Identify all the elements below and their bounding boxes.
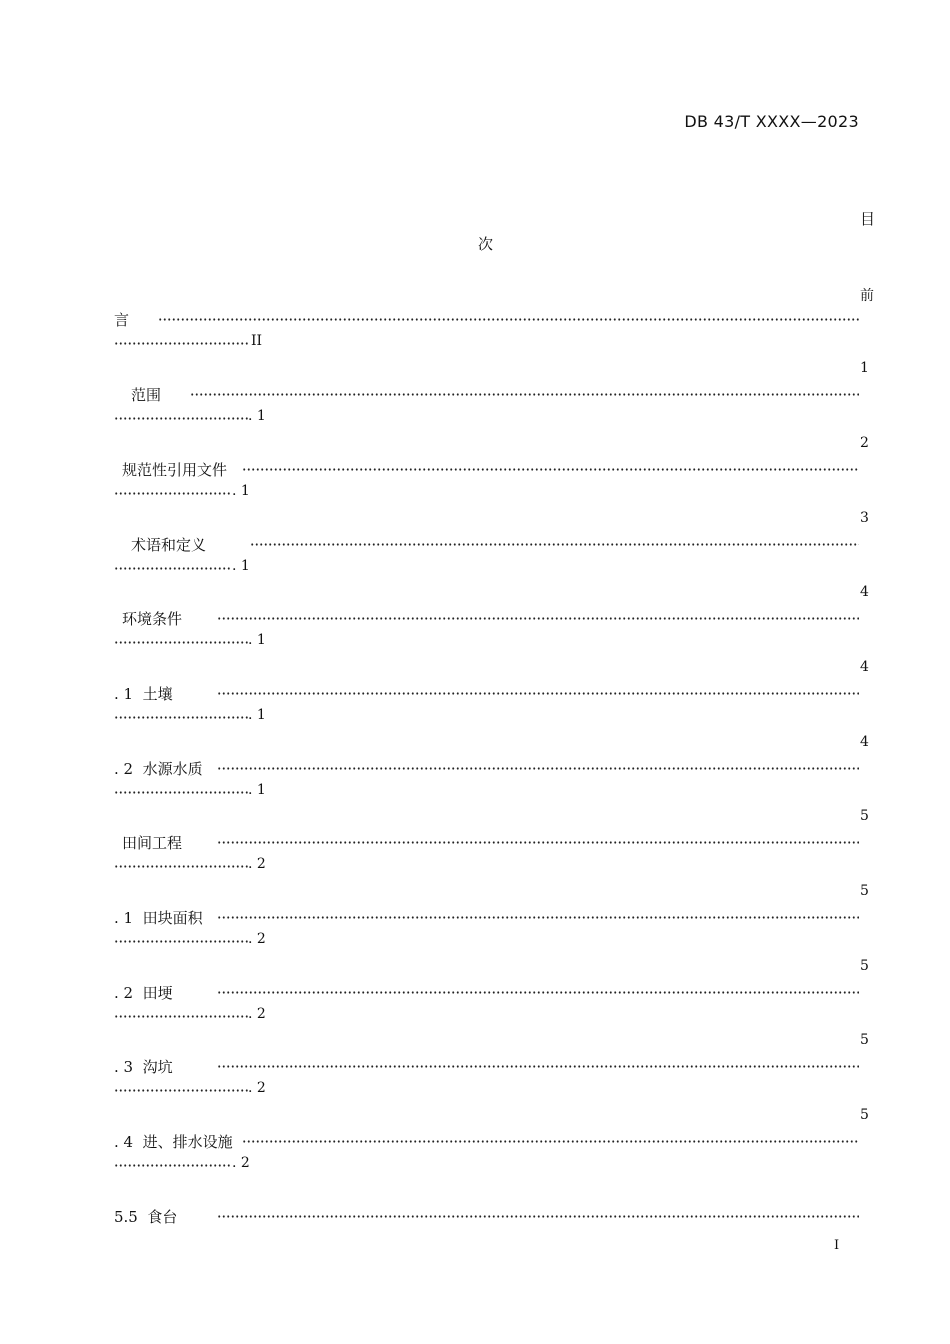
toc-entry-page: . 2: [248, 856, 266, 872]
toc-entry-title: . 3 沟坑: [114, 1058, 173, 1076]
leader-dots: [114, 791, 248, 794]
toc-entry-page: . 1: [232, 483, 250, 499]
leader-dots: [114, 641, 248, 644]
toc-entry-page: II: [251, 333, 263, 349]
leader-dots: [250, 543, 859, 546]
toc-entry-field-engineering[interactable]: [114, 808, 869, 878]
toc-entry-line: [114, 534, 859, 554]
toc-entry-line: [114, 907, 859, 927]
toc-entry-line: [114, 683, 859, 703]
toc-entry-page: . 1: [248, 707, 266, 723]
toc-entry-number: 5: [860, 808, 869, 824]
toc-entry-page: . 1: [248, 782, 266, 798]
toc-entry-number: 5: [860, 883, 869, 899]
toc-entry-environmental-conditions[interactable]: [114, 584, 869, 654]
leader-dots: [158, 318, 859, 321]
leader-dots: [114, 865, 248, 868]
toc-entry-line: [114, 384, 859, 404]
leader-dots: [114, 940, 248, 943]
toc-entry-title: . 1 田块面积: [114, 909, 203, 927]
toc-entry-title: . 2 水源水质: [114, 760, 203, 778]
toc-entry-number: 4: [860, 734, 869, 750]
toc-entry-title: . 4 进、排水设施: [114, 1133, 233, 1151]
toc-entry-feeding-platform[interactable]: [114, 1182, 859, 1226]
leader-dots: [217, 1065, 859, 1068]
leader-dots: [217, 991, 859, 994]
toc-entry-number: 1: [860, 360, 869, 376]
toc-entry-ditch[interactable]: [114, 1032, 869, 1102]
toc-entry-number: 5: [860, 1107, 869, 1123]
toc-entry-line: [114, 982, 859, 1002]
page-number: I: [834, 1238, 840, 1253]
toc-entry-page: . 2: [248, 1006, 266, 1022]
leader-dots: [242, 468, 859, 471]
leader-dots: [114, 342, 248, 345]
toc-entry-title: 田间工程: [122, 834, 183, 852]
toc-title-part2: 次: [478, 235, 494, 253]
leader-dots: [114, 1164, 232, 1167]
toc-entry-page: . 1: [248, 408, 266, 424]
leader-dots: [114, 1015, 248, 1018]
toc-entry-title: . 1 土壤: [114, 685, 173, 703]
toc-entry-number: 5: [860, 958, 869, 974]
toc-entry-line: [114, 309, 859, 329]
toc-entry-water-facilities[interactable]: [114, 1107, 869, 1177]
leader-dots: [114, 1089, 248, 1092]
document-code: DB 43/T XXXX—2023: [684, 112, 859, 131]
toc-entry-line: [114, 608, 859, 628]
leader-dots: [190, 393, 859, 396]
toc-entry-line: [114, 1056, 859, 1076]
leader-dots: [114, 492, 232, 495]
toc-title-part1: 目: [860, 210, 876, 228]
toc-entry-title: 规范性引用文件: [122, 461, 228, 479]
toc-entry-water-quality[interactable]: [114, 734, 869, 804]
toc-entry-terms-definitions[interactable]: [114, 510, 869, 580]
leader-dots: [242, 1140, 859, 1143]
toc-entry-line: [114, 1206, 859, 1226]
toc-entry-title: . 2 田埂: [114, 984, 173, 1002]
leader-dots: [217, 1215, 859, 1218]
toc-entry-line: [114, 832, 859, 852]
leader-dots: [217, 767, 859, 770]
toc-entry-line: [114, 459, 859, 479]
toc-entry-line: [114, 1131, 859, 1151]
toc-entry-line: [114, 758, 859, 778]
leader-dots: [217, 841, 859, 844]
toc-entry-page: . 2: [232, 1155, 250, 1171]
leader-dots: [217, 692, 859, 695]
toc-entry-page: . 1: [248, 632, 266, 648]
leader-dots: [114, 567, 232, 570]
leader-dots: [217, 916, 859, 919]
toc-entry-title: 范围: [131, 386, 162, 404]
toc-entry-foreword[interactable]: [114, 285, 874, 355]
toc-entry-ridge[interactable]: [114, 958, 869, 1028]
leader-dots: [217, 617, 859, 620]
toc-entry-title: 5.5 食台: [114, 1208, 178, 1226]
toc-entry-title: 言: [114, 311, 130, 329]
toc-entry-page: . 2: [248, 931, 266, 947]
toc-entry-scope[interactable]: [114, 360, 869, 430]
toc-entry-page: . 1: [232, 558, 250, 574]
toc-entry-page: . 2: [248, 1080, 266, 1096]
toc-entry-number: 4: [860, 659, 869, 675]
toc-entry-number: 3: [860, 510, 869, 526]
toc-entry-plot-area[interactable]: [114, 883, 869, 953]
toc-entry-normative-references[interactable]: [114, 435, 869, 505]
toc-entry-number: 2: [860, 435, 869, 451]
toc-entry-title: 术语和定义: [131, 536, 207, 554]
toc-entry-number: 5: [860, 1032, 869, 1048]
leader-dots: [114, 417, 248, 420]
leader-dots: [114, 716, 248, 719]
toc-entry-number: 4: [860, 584, 869, 600]
toc-entry-soil[interactable]: [114, 659, 869, 729]
toc-entry-number: 前: [860, 288, 874, 304]
toc-entry-title: 环境条件: [122, 610, 183, 628]
